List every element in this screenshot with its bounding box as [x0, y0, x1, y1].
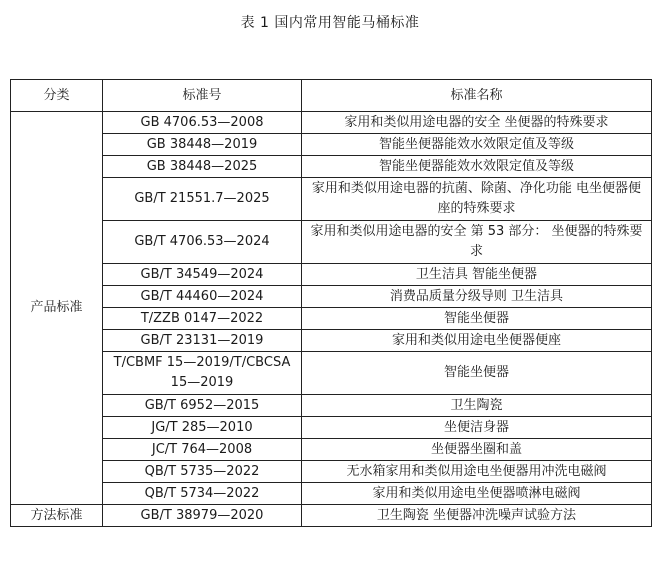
header-standard-name: 标准名称	[302, 80, 652, 112]
standard-name-cell: 无水箱家用和类似用途电坐便器用冲洗电磁阀	[302, 461, 652, 483]
table-row	[11, 156, 652, 178]
category-cell-product: 产品标准	[11, 112, 103, 505]
standard-no-cell: QB/T 5734—2022	[103, 483, 302, 505]
table-row	[11, 461, 652, 483]
standard-name-cell: 家用和类似用途电坐便器喷淋电磁阀	[302, 483, 652, 505]
standard-no-cell: T/ZZB 0147—2022	[103, 308, 302, 330]
table-row	[11, 505, 652, 527]
standard-name-cell: 智能坐便器能效水效限定值及等级	[302, 156, 652, 178]
standard-name-cell: 消费品质量分级导则 卫生洁具	[302, 286, 652, 308]
standard-no-cell: GB 38448—2025	[103, 156, 302, 178]
standard-no-cell: GB/T 6952—2015	[103, 395, 302, 417]
standard-no-cell: JC/T 764—2008	[103, 439, 302, 461]
standard-no-cell: GB/T 23131—2019	[103, 330, 302, 352]
table-row	[11, 264, 652, 286]
table-caption: 表 1 国内常用智能马桶标准	[240, 15, 420, 31]
standard-no-cell: GB 38448—2019	[103, 134, 302, 156]
standard-no-cell: T/CBMF 15—2019/T/CBCSA 15—2019	[103, 352, 302, 395]
standard-name-cell: 家用和类似用途电器的抗菌、除菌、净化功能 电坐便器便座的特殊要求	[302, 178, 652, 221]
table-row	[11, 439, 652, 461]
standard-name-cell: 坐便器坐圈和盖	[302, 439, 652, 461]
table-row	[11, 483, 652, 505]
table-row	[11, 134, 652, 156]
standard-no-cell: GB/T 44460—2024	[103, 286, 302, 308]
table-row	[11, 286, 652, 308]
category-cell-method: 方法标准	[11, 505, 103, 527]
table-row	[11, 178, 652, 221]
standard-name-cell: 家用和类似用途电器的安全 坐便器的特殊要求	[302, 112, 652, 134]
table-row	[11, 417, 652, 439]
standard-no-cell: JG/T 285—2010	[103, 417, 302, 439]
standard-name-cell: 家用和类似用途电器的安全 第 53 部分： 坐便器的特殊要求	[302, 221, 652, 264]
standard-name-cell: 坐便洁身器	[302, 417, 652, 439]
standard-name-cell: 家用和类似用途电坐便器便座	[302, 330, 652, 352]
standard-name-cell: 卫生陶瓷 坐便器冲洗噪声试验方法	[302, 505, 652, 527]
standard-name-cell: 智能坐便器	[302, 352, 652, 395]
standard-no-cell: QB/T 5735—2022	[103, 461, 302, 483]
table-row	[11, 330, 652, 352]
table-row	[11, 221, 652, 264]
standards-table	[10, 79, 652, 527]
standard-no-cell: GB/T 21551.7—2025	[103, 178, 302, 221]
standard-name-cell: 卫生陶瓷	[302, 395, 652, 417]
standard-name-cell: 智能坐便器能效水效限定值及等级	[302, 134, 652, 156]
standard-no-cell: GB 4706.53—2008	[103, 112, 302, 134]
header-standard-no: 标准号	[103, 80, 302, 112]
standard-name-cell: 卫生洁具 智能坐便器	[302, 264, 652, 286]
standard-no-cell: GB/T 38979—2020	[103, 505, 302, 527]
standard-no-cell: GB/T 34549—2024	[103, 264, 302, 286]
table-row	[11, 395, 652, 417]
table-row	[11, 112, 652, 134]
header-category: 分类	[11, 80, 103, 112]
table-row	[11, 352, 652, 395]
standard-no-cell: GB/T 4706.53—2024	[103, 221, 302, 264]
standard-name-cell: 智能坐便器	[302, 308, 652, 330]
table-row	[11, 308, 652, 330]
table-header-row	[11, 80, 652, 112]
